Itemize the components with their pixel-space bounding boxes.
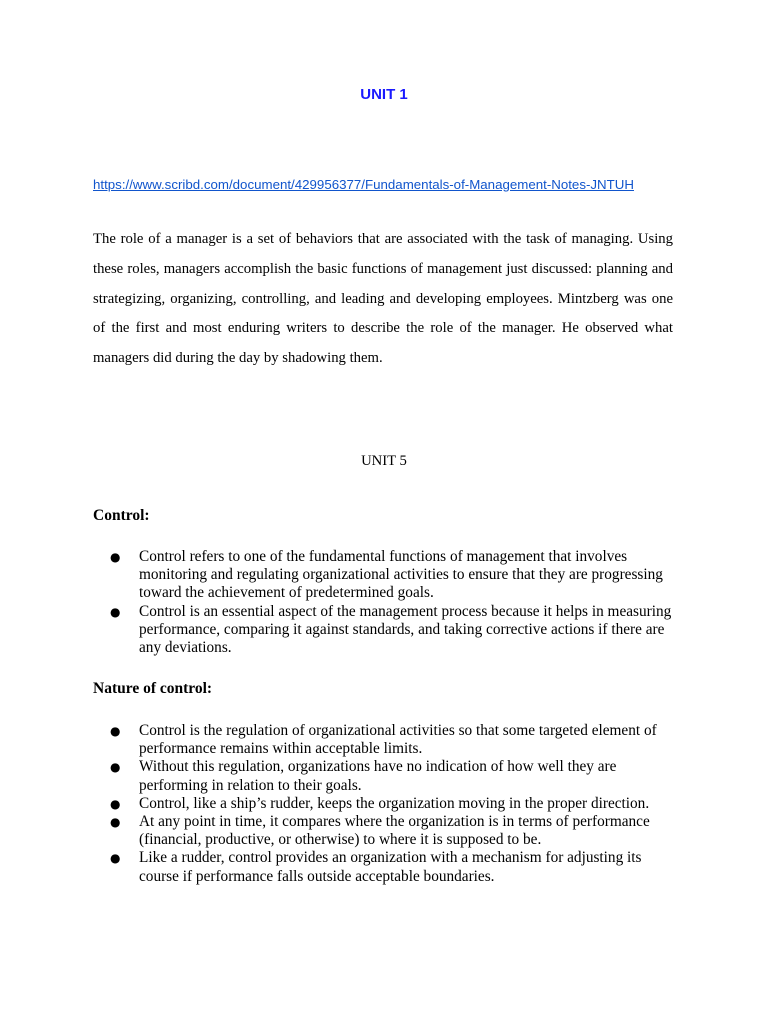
bullet-icon: ● [110,796,121,811]
list-item-text: Like a rudder, control provides an organization with a mechanism for adjusting its course if performance falls outside acceptable boundaries. [139,849,642,885]
list-item [110,722,678,758]
unit-1-title: UNIT 1 [360,86,408,103]
list-item [110,548,678,603]
control-heading: Control: [93,507,150,524]
nature-heading: Nature of control: [93,680,213,697]
list-item-text: Control is the regulation of organizational activities so that some targeted element of performance remains within acceptable limits. [139,722,657,758]
list-item-text: Without this regulation, organizations have no indication of how well they are performing in relation to their goals. [139,758,617,794]
bullet-icon: ● [110,851,121,866]
bullet-icon: ● [110,604,121,619]
unit-5-title: UNIT 5 [361,453,407,469]
source-link[interactable]: https://www.scribd.com/document/429956377/Fundamentals-of-Management-Notes-JNTUH [93,177,634,192]
intro-paragraph: The role of a manager is a set of behaviors that are associated with the task of managing. Using these roles, managers accomplish the basic functions of management just discussed: planning and strategizing, organizing, controlling, and leading and developing employees. Mintzberg was one of the first and most enduring writers to describe the role of the manager. He observed what managers did during the day by shadowing them. [93,231,673,367]
list-item [110,849,678,885]
list-item [110,813,678,849]
list-item-text: Control, like a ship’s rudder, keeps the organization moving in the proper direction. [139,794,650,812]
nature-bullet-list [110,722,678,886]
bullet-icon: ● [110,724,121,738]
list-item-text: At any point in time, it compares where the organization is in terms of performance (financial, productive, or otherwise) to where it is supposed to be. [139,813,650,849]
list-item [110,603,678,658]
bullet-icon: ● [110,760,121,775]
control-bullet-list [110,548,678,657]
list-item-text: Control refers to one of the fundamental functions of management that involves monitoring and regulating organizational activities to ensure that they are progressing toward the achievement of predetermined goals. [139,548,663,602]
list-item-text: Control is an essential aspect of the management process because it helps in measuring performance, comparing it against standards, and taking corrective actions if there are any deviations. [139,602,672,657]
list-item [110,758,678,794]
bullet-icon: ● [110,815,121,830]
bullet-icon: ● [110,550,121,564]
list-item [110,795,678,813]
